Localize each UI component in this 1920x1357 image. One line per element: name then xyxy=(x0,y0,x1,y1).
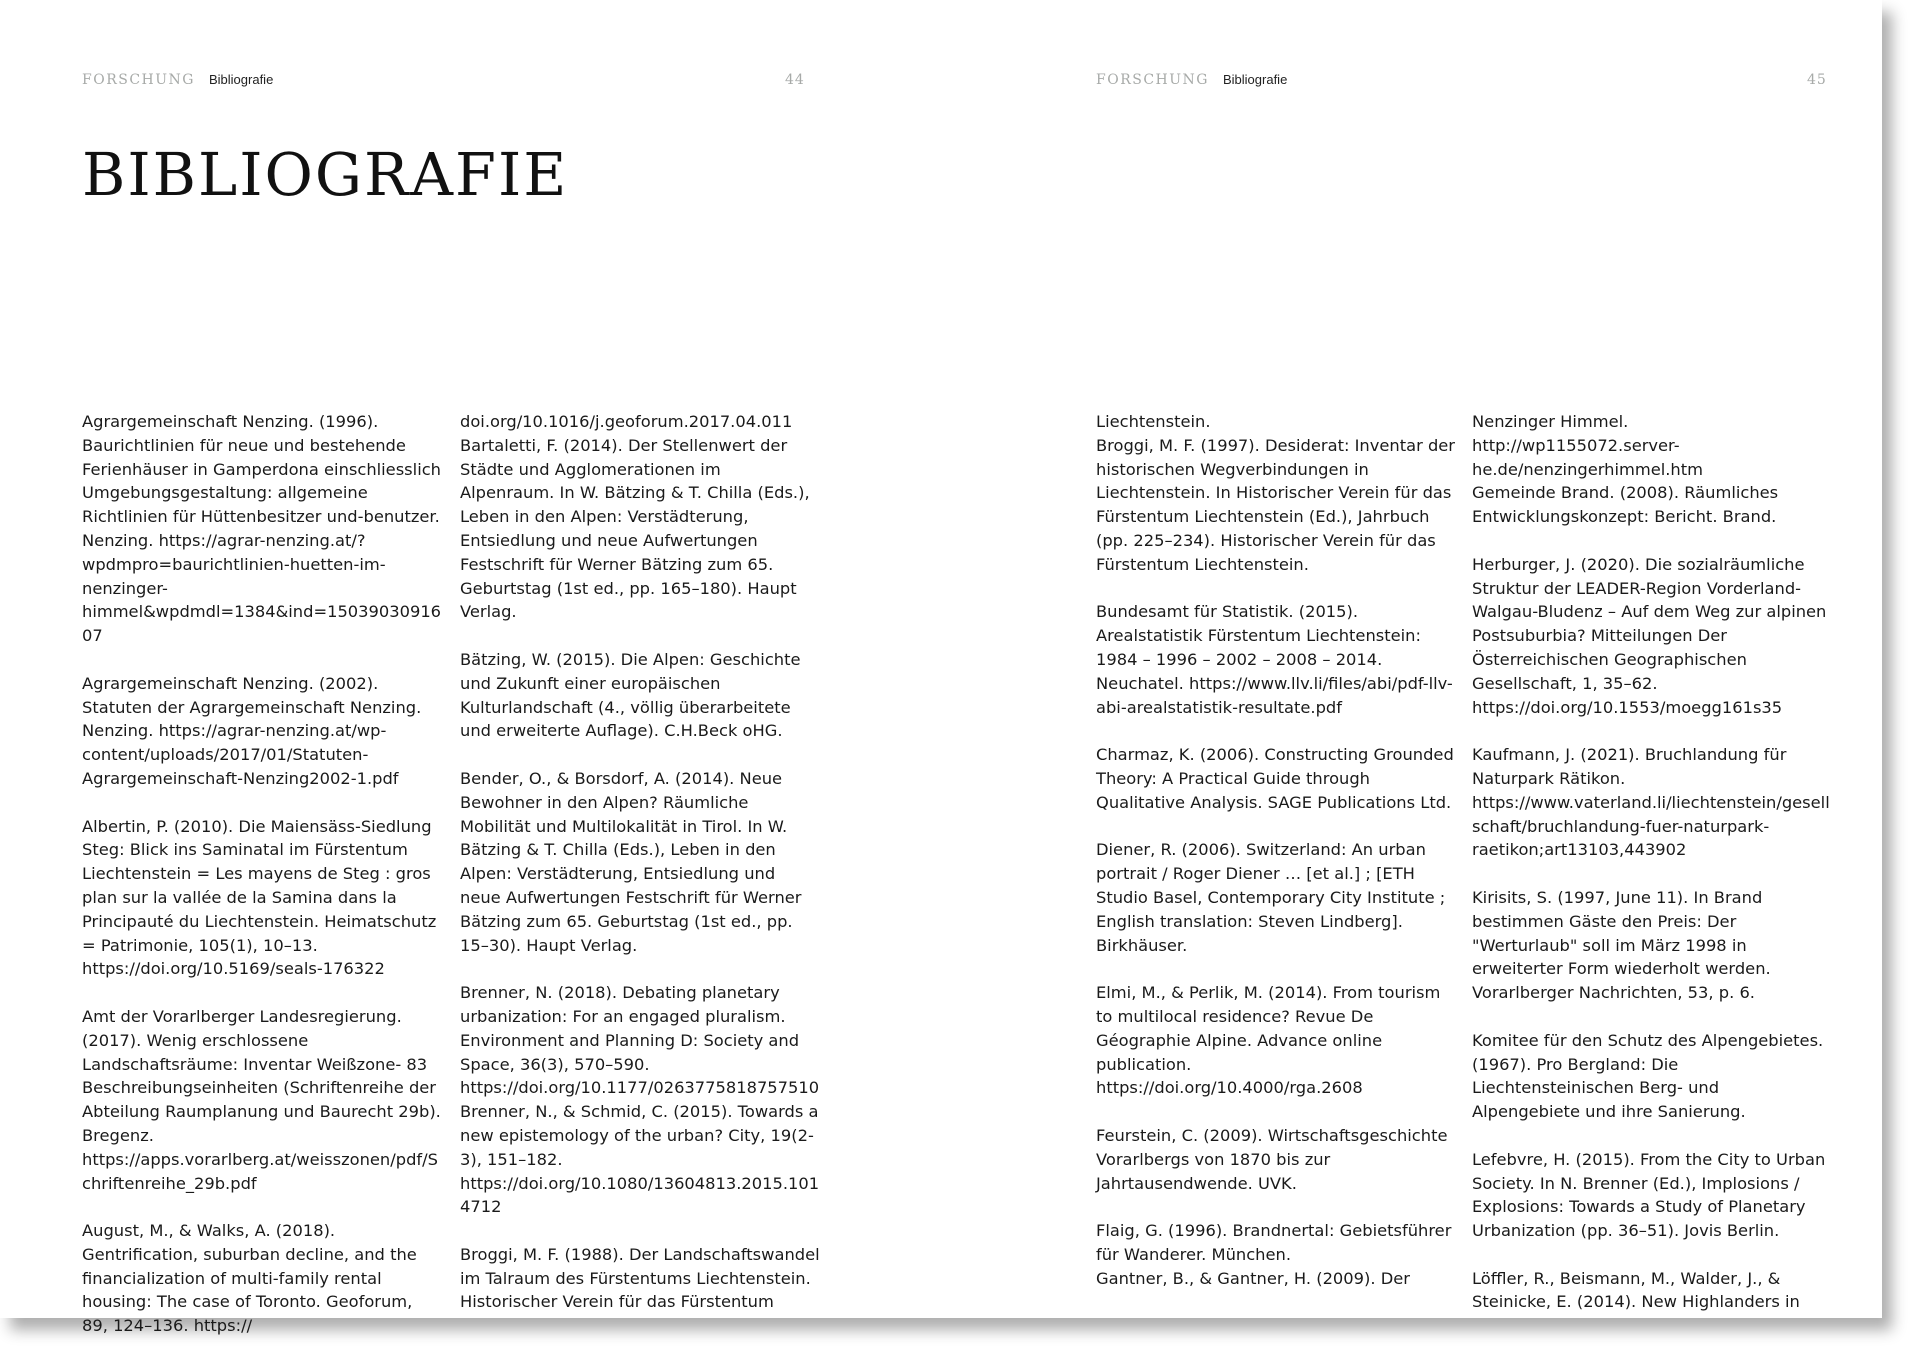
header-section: FORSCHUNG xyxy=(82,72,195,88)
bibliography-entry: Nenzinger Himmel. http://wp1155072.server-he.de/nenzingerhimmel.htm xyxy=(1472,412,1703,479)
header-section: FORSCHUNG xyxy=(1096,72,1209,88)
bibliography-entry: Herburger, J. (2020). Die sozialräumliche Struktur der LEADER-Region Vorderland-Walgau-Bludenz – Auf dem Weg zur alpinen Postsuburbia? Mitteilungen Der Österreichischen Geographischen Gesellschaft, 1, 35–62. https://doi.org/10.1553/moegg161s35 xyxy=(1472,554,1827,717)
bibliography-entry: Liechtenstein. xyxy=(1096,412,1211,431)
bibliography-entry: Gemeinde Brand. (2008). Räumliches Entwicklungskonzept: Bericht. Brand. xyxy=(1472,483,1779,527)
left-page xyxy=(0,0,941,1336)
bibliography-entry: Gantner, B., & Gantner, H. (2009). Der xyxy=(1096,1268,1410,1288)
page-number: 44 xyxy=(785,72,805,88)
bibliography-entry: Elmi, M., & Perlik, M. (2014). From tourism to multilocal residence? Revue De Géographie Alpine. Advance online publication. https://doi.org/10.4000/rga.2608 xyxy=(1096,983,1441,1098)
bibliography-entry: Albertin, P. (2010). Die Maiensäss-Siedlung Steg: Blick ins Saminatal im Fürstentum Liechtenstein = Les mayens de Steg : gros plan sur la vallée de la Samina dans la Principauté du Liechtenstein. Heimatschutz = Patrimonie, 105(1), 10–13. https://doi.org/10.5169/seals-176322 xyxy=(82,816,437,979)
bibliography-entry: Bartaletti, F. (2014). Der Stellenwert der Städte und Agglomerationen im Alpenraum. In W. Bätzing & T. Chilla (Eds.), Leben in den Alpen: Verstädterung, Entsiedlung und neue Aufwertungen Festschrift für Werner Bätzing zum 65. Geburtstag (1st ed., pp. 165–180). Haupt Verlag. xyxy=(460,435,810,622)
running-header xyxy=(82,72,273,90)
bibliography-entry: doi.org/10.1016/j.geoforum.2017.04.011 xyxy=(460,412,793,431)
bibliography-entry: Amt der Vorarlberger Landesregierung. (2017). Wenig erschlossene Landschaftsräume: Inventar Weißzone- 83 Beschreibungseinheiten (Schriftenreihe der Abteilung Raumplanung und Baurecht 29b). Bregenz. https://apps.vorarlberg.at/weisszonen/pdf/Schriftenreihe_29b.pdf xyxy=(82,1006,441,1193)
right-page xyxy=(941,0,1882,1318)
bibliography-entry: Kirisits, S. (1997, June 11). In Brand bestimmen Gäste den Preis: Der "Werturlaub" soll im März 1998 in erweiterter Form wiederholt werden. Vorarlberger Nachrichten, 53, p. 6. xyxy=(1472,887,1771,1003)
bibliography-entry: Broggi, M. F. (1997). Desiderat: Inventar der historischen Wegverbindungen in Liechtenstein. In Historischer Verein für das Fürstentum Liechtenstein (Ed.), Jahrbuch (pp. 225–234). Historischer Verein für das Fürstentum Liechtenstein. xyxy=(1096,435,1455,574)
bibliography-entry: Diener, R. (2006). Switzerland: An urban portrait / Roger Diener … [et al.] ; [ETH Studio Basel, Contemporary City Institute ; English translation: Steven Lindberg]. Birkhäuser. xyxy=(1096,840,1446,955)
bibliography-column xyxy=(1472,410,1832,1314)
bibliography-entry: Charmaz, K. (2006). Constructing Grounded Theory: A Practical Guide through Qualitative Analysis. SAGE Publications Ltd. xyxy=(1096,745,1454,812)
bibliography-entry: Agrargemeinschaft Nenzing. (1996). Baurichtlinien für neue und bestehende Ferienhäuser in Gamperdona einschliesslich Umgebungsgestaltung: allgemeine Richtlinien für Hüttenbesitzer und-benutzer. Nenzing. https://agrar-nenzing.at/?wpdmpro=baurichtlinien-huetten-im-nenzinger-himmel&wpdmdl=1384&ind=1503903091607 xyxy=(82,412,442,646)
bibliography-entry: Broggi, M. F. (1988). Der Landschaftswandel im Talraum des Fürstentums Liechtenstein. Historischer Verein für das Fürstentum xyxy=(460,1244,820,1312)
bibliography-entry: Bundesamt für Statistik. (2015). Arealstatistik Fürstentum Liechtenstein: 1984 – 1996 – 2002 – 2008 – 2014. Neuchatel. https://www.llv.li/files/abi/pdf-llv-abi-arealstatistik-resultate.pdf xyxy=(1096,602,1453,717)
bibliography-column xyxy=(82,410,442,1338)
header-subsection: Bibliografie xyxy=(1222,72,1288,87)
running-header xyxy=(1096,72,1287,90)
bibliography-entry: August, M., & Walks, A. (2018). Gentrification, suburban decline, and the financialization of multi-family rental housing: The case of Toronto. Geoforum, 89, 124–136. https:// xyxy=(82,1221,417,1336)
bibliography-entry: Brenner, N., & Schmid, C. (2015). Towards a new epistemology of the urban? City, 19(2-3), 151–182. https://doi.org/10.1080/13604813.2015.1014712 xyxy=(460,1102,820,1217)
bibliography-entry: Bender, O., & Borsdorf, A. (2014). Neue Bewohner in den Alpen? Räumliche Mobilität und Multilokalität in Tirol. In W. Bätzing & T. Chilla (Eds.), Leben in den Alpen: Verstädterung, Entsiedlung und neue Aufwertungen Festschrift für Werner Bätzing zum 65. Geburtstag (1st ed., pp. 15–30). Haupt Verlag. xyxy=(460,768,802,955)
bibliography-column xyxy=(1096,410,1456,1290)
bibliography-entry: Kaufmann, J. (2021). Bruchlandung für Naturpark Rätikon. https://www.vaterland.li/liechtenstein/gesellschaft/bruchlandung-fuer-naturpark-raetikon;art13103,443902 xyxy=(1472,745,1830,860)
bibliography-entry: Löffler, R., Beismann, M., Walder, J., & Steinicke, E. (2014). New Highlanders in xyxy=(1472,1268,1800,1312)
bibliography-entry: Komitee für den Schutz des Alpengebietes. (1967). Pro Bergland: Die Liechtensteinischen Berg- und Alpengebiete und ihre Sanierung. xyxy=(1472,1030,1824,1122)
bibliography-entry: Agrargemeinschaft Nenzing. (2002). Statuten der Agrargemeinschaft Nenzing. Nenzing. https://agrar-nenzing.at/wp-content/uploads/2017/01/Statuten-Agrargemeinschaft-Nenzing2002-1.pdf xyxy=(82,673,422,788)
bibliography-entry: Feurstein, C. (2009). Wirtschaftsgeschichte Vorarlbergs von 1870 bis zur Jahrtausendwende. UVK. xyxy=(1096,1125,1448,1193)
bibliography-entry: Flaig, G. (1996). Brandnertal: Gebietsführer für Wanderer. München. xyxy=(1096,1221,1452,1264)
bibliography-column xyxy=(460,410,820,1314)
page-number: 45 xyxy=(1807,72,1827,88)
bibliography-entry: Bätzing, W. (2015). Die Alpen: Geschichte und Zukunft einer europäischen Kulturlandschaft (4., völlig überarbeitete und erweiterte Auflage). C.H.Beck oHG. xyxy=(460,649,801,741)
page-title: BIBLIOGRAFIE xyxy=(82,140,569,209)
header-subsection: Bibliografie xyxy=(208,72,274,87)
bibliography-entry: Brenner, N. (2018). Debating planetary urbanization: For an engaged pluralism. Environment and Planning D: Society and Space, 36(3), 570–590. https://doi.org/10.1177/0263775818757510 xyxy=(460,983,820,1098)
bibliography-entry: Lefebvre, H. (2015). From the City to Urban Society. In N. Brenner (Ed.), Implosions / Explosions: Towards a Study of Planetary Urbanization (pp. 36–51). Jovis Berlin. xyxy=(1472,1149,1826,1241)
